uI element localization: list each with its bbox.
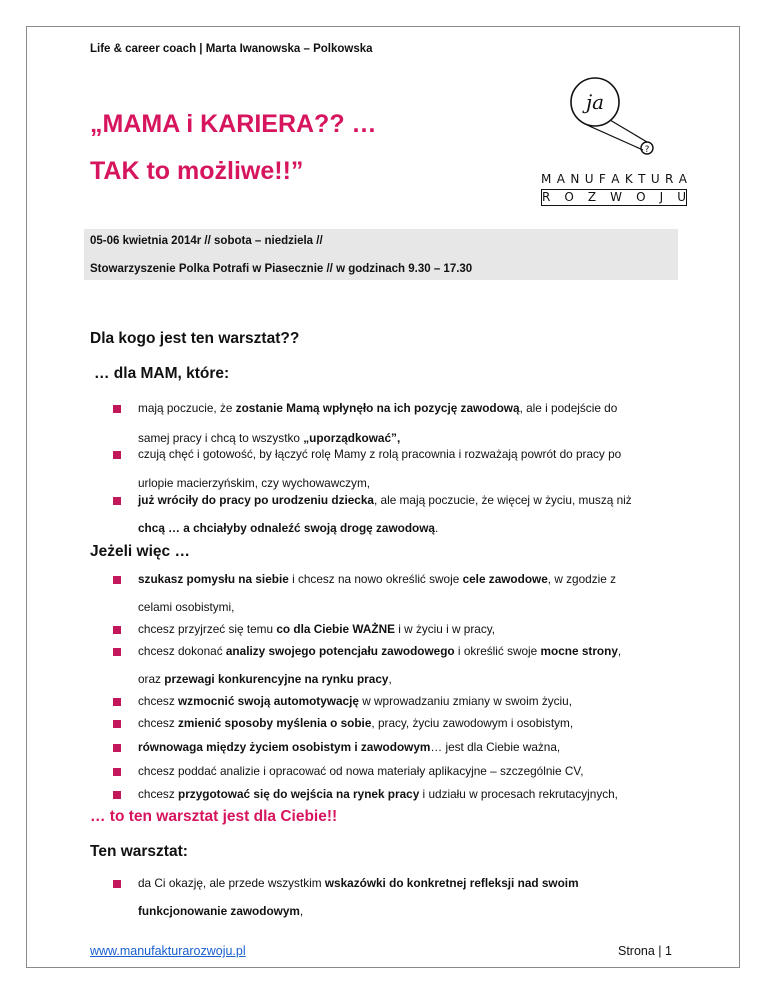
body-text: i w życiu i w pracy, (394, 622, 496, 636)
list-item-line (138, 694, 572, 708)
logo-letter: M (541, 172, 552, 186)
page-title-line-2: TAK to możliwe!!” (90, 157, 304, 185)
body-text: mają poczucie, że (138, 401, 236, 415)
section-heading-if: Jeżeli więc … (90, 543, 190, 560)
logo-letter: Z (587, 190, 597, 204)
logo-letter: J (659, 190, 664, 204)
event-venue: Stowarzyszenie Polka Potrafi w Piasecznie // w godzinach 9.30 – 17.30 (90, 263, 473, 275)
section-subheading-moms: … dla MAM, które: (94, 365, 230, 382)
logo-letter: W (610, 190, 623, 204)
body-text: , ale mają poczucie, że więcej w życiu, muszą niż (373, 493, 632, 507)
emphasis-text: równowaga między życiem osobistym i zawodowym (138, 740, 431, 754)
list-item-line (138, 716, 573, 730)
logo-letter: U (584, 172, 594, 186)
emphasis-text: przewagi konkurencyjne na rynku pracy (164, 672, 389, 686)
page-title-line-1: „MAMA i KARIERA?? … (90, 110, 377, 138)
list-item-line (138, 904, 303, 918)
body-text: . (434, 521, 439, 535)
logo-letter: K (624, 172, 633, 186)
emphasis-text: mocne strony (540, 644, 618, 658)
logo-letter: U (650, 172, 660, 186)
logo-question: ? (644, 145, 650, 155)
logo-row-rozwoju (541, 189, 687, 206)
body-text: oraz (138, 672, 165, 686)
body-text: , (617, 644, 622, 658)
emphasis-text: już wróciły do pracy po urodzeniu dziecka (138, 493, 374, 507)
bullet-icon (113, 744, 121, 752)
emphasis-text: „uporządkować”, (303, 431, 401, 445)
list-item-line (138, 740, 560, 754)
emphasis-text: zostanie Mamą wpłynęło na ich pozycję zawodową (235, 401, 520, 415)
bullet-icon (113, 720, 121, 728)
bullet-icon (113, 698, 121, 706)
list-item-line (138, 521, 438, 535)
section-heading-workshop: Ten warsztat: (90, 843, 188, 860)
list-item-line (138, 401, 617, 415)
list-item-line (138, 764, 583, 778)
body-text: i określić swoje (454, 644, 541, 658)
list-item-line (138, 572, 616, 586)
footer-page-number: Strona | 1 (618, 944, 672, 958)
body-text: , pracy, życiu zawodowym i osobistym, (371, 716, 574, 730)
logo-letter: A (678, 172, 687, 186)
logo-letter: R (542, 190, 551, 204)
emphasis-text: cele zawodowe (462, 572, 548, 586)
emphasis-text: przygotować się do wejścia na rynek pracy (178, 787, 420, 801)
body-text: chcesz (138, 694, 178, 708)
body-text: chcesz poddać analizie i opracować od nowa materiały aplikacyjne – szczególnie CV, (138, 764, 584, 778)
list-item-line (138, 672, 392, 686)
bullet-icon (113, 791, 121, 799)
logo-letter: U (677, 190, 686, 204)
emphasis-text: zmienić sposoby myślenia o sobie (178, 716, 372, 730)
body-text: … jest dla Ciebie ważna, (430, 740, 561, 754)
bullet-icon (113, 451, 121, 459)
body-text: urlopie macierzyńskim, czy wychowawczym, (138, 476, 371, 490)
bullet-icon (113, 626, 121, 634)
logo-letter: A (556, 172, 565, 186)
body-text: celami osobistymi, (138, 600, 235, 614)
body-text: chcesz (138, 787, 178, 801)
logo-letter: O (564, 190, 574, 204)
bullet-icon (113, 648, 121, 656)
emphasis-text: wzmocnić swoją automotywację (178, 694, 359, 708)
body-text: , (299, 904, 304, 918)
body-text: da Ci okazję, ale przede wszystkim (138, 876, 325, 890)
list-item-line (138, 600, 234, 614)
emphasis-text: funkcjonowanie zawodowym (138, 904, 300, 918)
list-item-line (138, 622, 495, 636)
body-text: i chcesz na nowo określić swoje (288, 572, 463, 586)
logo-letter: T (638, 172, 646, 186)
body-text: chcesz (138, 716, 178, 730)
logo-letter: A (611, 172, 620, 186)
bullet-icon (113, 880, 121, 888)
list-item-line (138, 644, 621, 658)
body-text: samej pracy i chcą to wszystko (138, 431, 304, 445)
body-text: w wprowadzaniu zmiany w swoim życiu, (358, 694, 573, 708)
body-text: , ale i podejście do (519, 401, 618, 415)
bullet-icon (113, 497, 121, 505)
list-item-line (138, 493, 632, 507)
bullet-icon (113, 576, 121, 584)
logo-letter: R (665, 172, 674, 186)
body-text: chcesz przyjrzeć się temu (138, 622, 277, 636)
list-item-line (138, 431, 400, 445)
logo-letter: N (570, 172, 580, 186)
emphasis-text: analizy swojego potencjału zawodowego (225, 644, 455, 658)
logo-letter: O (636, 190, 646, 204)
list-item-line (138, 476, 370, 490)
list-item-line (138, 447, 621, 461)
emphasis-text: wskazówki do konkretnej refleksji nad swoim (324, 876, 579, 890)
body-text: czują chęć i gotowość, by łączyć rolę Mamy z rolą pracownia i rozważają powrót do pracy po (138, 447, 622, 461)
body-text: i udziału w procesach rekrutacyjnych, (419, 787, 618, 801)
logo-wordmark (541, 172, 687, 206)
section-heading-who: Dla kogo jest ten warsztat?? (90, 330, 300, 347)
bullet-icon (113, 405, 121, 413)
event-date: 05-06 kwietnia 2014r // sobota – niedziela // (90, 235, 323, 247)
emphasis-text: szukasz pomysłu na siebie (138, 572, 289, 586)
list-item-line (138, 876, 579, 890)
logo-letter: F (598, 172, 606, 186)
logo-row-manufaktura (541, 172, 687, 187)
body-text: , (388, 672, 392, 686)
body-text: , w zgodzie z (547, 572, 616, 586)
logo-monogram: ja (585, 90, 605, 114)
list-item-line (138, 787, 618, 801)
body-text: chcesz dokonać (138, 644, 226, 658)
section-heading-for-you: … to ten warsztat jest dla Ciebie!! (90, 808, 338, 825)
bullet-icon (113, 768, 121, 776)
footer-website-link[interactable]: www.manufakturarozwoju.pl (90, 944, 246, 958)
emphasis-text: chcą … a chciałyby odnaleźć swoją drogę zawodową (138, 521, 435, 535)
emphasis-text: co dla Ciebie WAŻNE (276, 622, 395, 636)
page-header: Life & career coach | Marta Iwanowska – Polkowska (90, 43, 373, 55)
